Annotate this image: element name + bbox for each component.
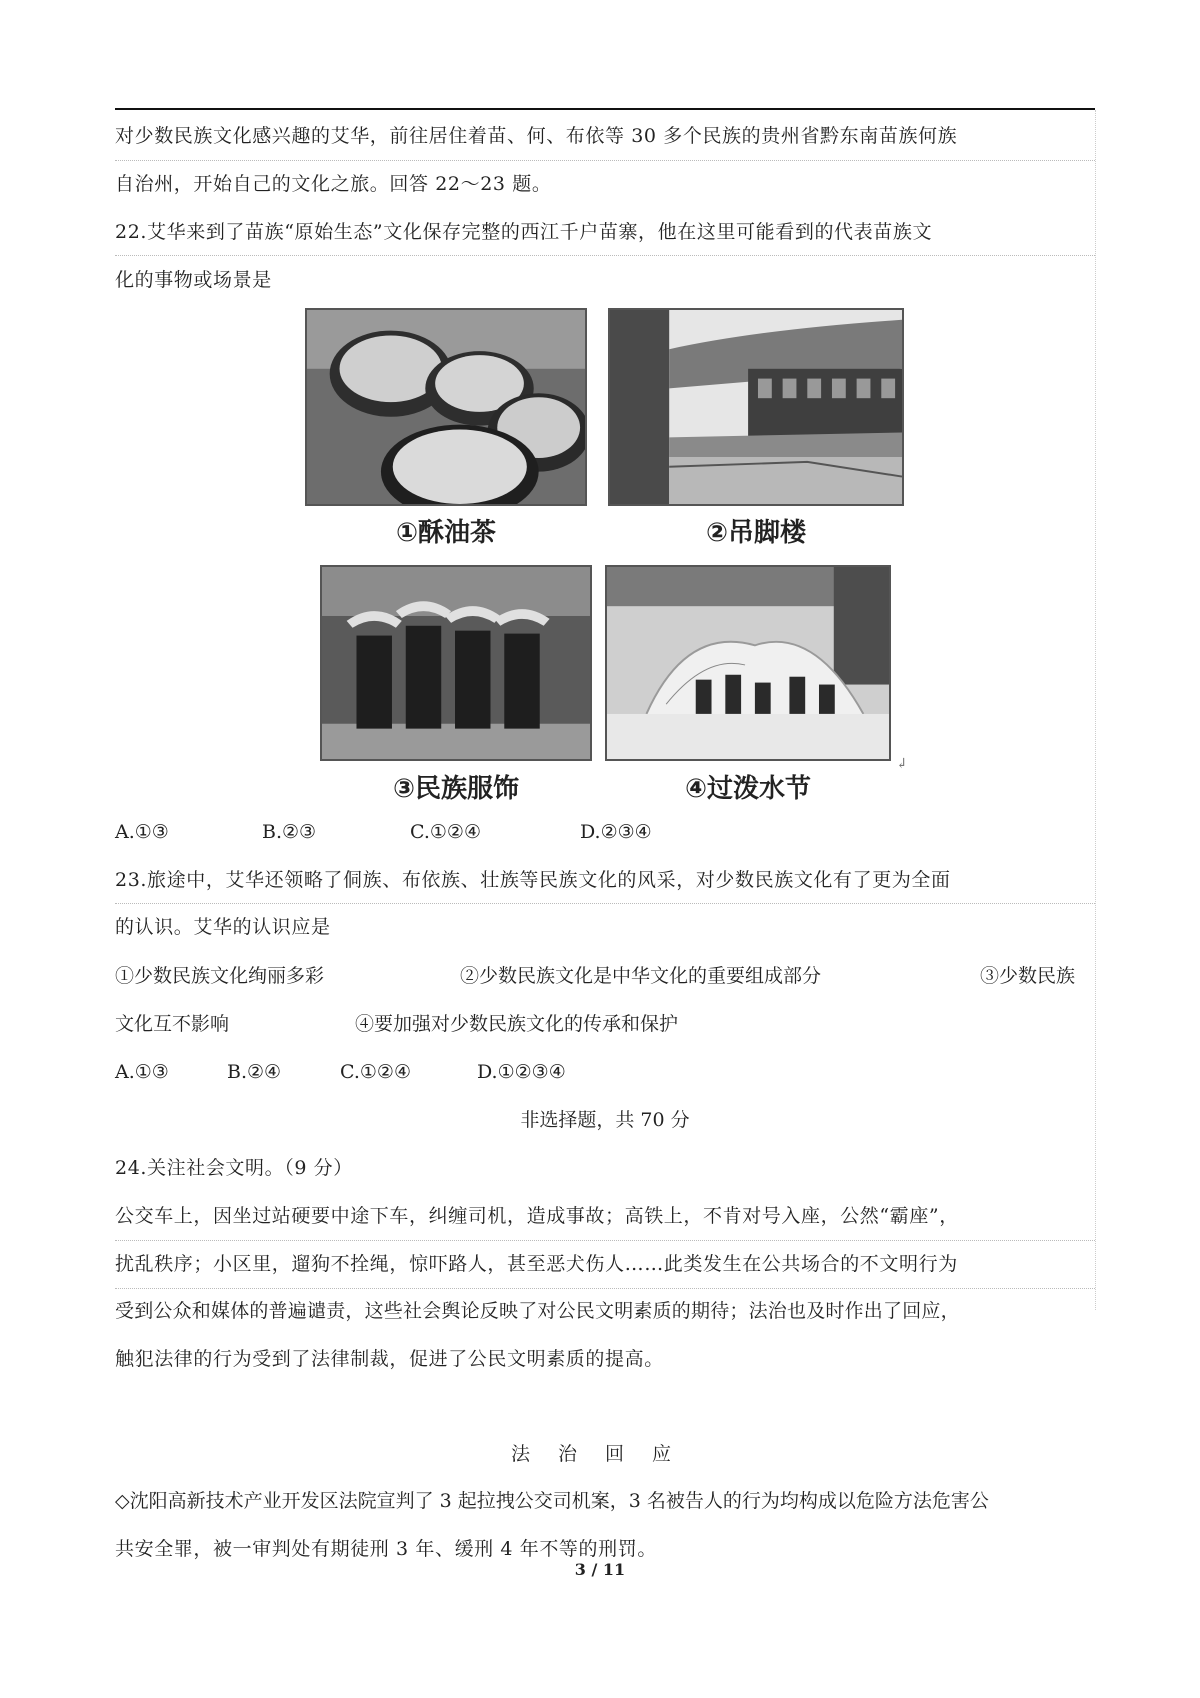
q22-option-c: C.①②④: [410, 821, 481, 843]
return-mark-icon: ↲: [896, 756, 908, 772]
page-number: 3 / 11: [574, 1560, 626, 1579]
legal-response-bullet-line-1: ◇沈阳高新技术产业开发区法院宣判了 3 起拉拽公交司机案，3 名被告人的行为均构成以危险方法危害公: [115, 1490, 989, 1512]
ethnic-costume-photo: [320, 565, 592, 761]
rule-line: [115, 1240, 1095, 1241]
q23-statement-3-end: 文化互不影响: [115, 1013, 230, 1035]
q22-option-a: A.①③: [115, 821, 169, 843]
rule-line: [115, 160, 1095, 161]
q23-statement-1: ①少数民族文化绚丽多彩: [115, 965, 325, 987]
rule-line: [115, 903, 1095, 904]
q23-stem-line-1: 23.旅途中，艾华还领略了侗族、布依族、壮族等民族文化的风采，对少数民族文化有了更为全面: [115, 869, 951, 891]
q23-stem-line-2: 的认识。艾华的认识应是: [115, 916, 331, 938]
margin-dotted-line: [1095, 110, 1096, 1310]
q24-paragraph-line-4: 触犯法律的行为受到了法律制裁，促进了公民文明素质的提高。: [115, 1348, 664, 1370]
q24-title: 24.关注社会文明。（9 分）: [115, 1157, 353, 1179]
image-caption-4: ④过泼水节: [684, 774, 811, 804]
q23-statement-2: ②少数民族文化是中华文化的重要组成部分: [460, 965, 822, 987]
section-heading: 非选择题，共 70 分: [520, 1109, 690, 1131]
q24-paragraph-line-1: 公交车上，因坐过站硬要中途下车，纠缠司机，造成事故；高铁上，不肯对号入座，公然“霸座”，: [115, 1205, 959, 1227]
stilt-house-photo: [608, 308, 904, 506]
legal-response-subheading: 法治回应: [510, 1443, 699, 1465]
q23-option-d: D.①②③④: [477, 1061, 566, 1083]
butter-tea-photo: [305, 308, 587, 506]
q22-stem-line-1: 22.艾华来到了苗族“原始生态”文化保存完整的西江千户苗寨，他在这里可能看到的代表苗族文: [115, 221, 933, 243]
q23-option-c: C.①②④: [340, 1061, 411, 1083]
q22-option-d: D.②③④: [580, 821, 652, 843]
q22-stem-line-2: 化的事物或场景是: [115, 269, 272, 291]
legal-response-bullet-line-2: 共安全罪，被一审判处有期徒刑 3 年、缓刑 4 年不等的刑罚。: [115, 1538, 657, 1560]
q23-option-b: B.②④: [227, 1061, 282, 1083]
image-caption-3: ③民族服饰: [392, 774, 519, 804]
image-caption-1: ①酥油茶: [395, 518, 496, 548]
q23-statement-4: ④要加强对少数民族文化的传承和保护: [355, 1013, 679, 1035]
q23-option-a: A.①③: [115, 1061, 169, 1083]
header-rule: [115, 108, 1095, 110]
q24-paragraph-line-2: 扰乱秩序；小区里，遛狗不拴绳，惊吓路人，甚至恶犬伤人……此类发生在公共场合的不文明行为: [115, 1253, 958, 1275]
image-caption-2: ②吊脚楼: [705, 518, 806, 548]
q23-statement-3-start: ③少数民族: [980, 965, 1076, 987]
q24-paragraph-line-3: 受到公众和媒体的普遍谴责，这些社会舆论反映了对公民文明素质的期待；法治也及时作出了回应，: [115, 1300, 960, 1322]
q22-option-b: B.②③: [262, 821, 317, 843]
water-festival-photo: [605, 565, 891, 761]
intro-line-2: 自治州，开始自己的文化之旅。回答 22～23 题。: [115, 173, 552, 195]
intro-line-1: 对少数民族文化感兴趣的艾华，前往居住着苗、何、布依等 30 多个民族的贵州省黔东南苗族何族: [115, 125, 958, 147]
rule-line: [115, 255, 1095, 256]
rule-line: [115, 1288, 1095, 1289]
